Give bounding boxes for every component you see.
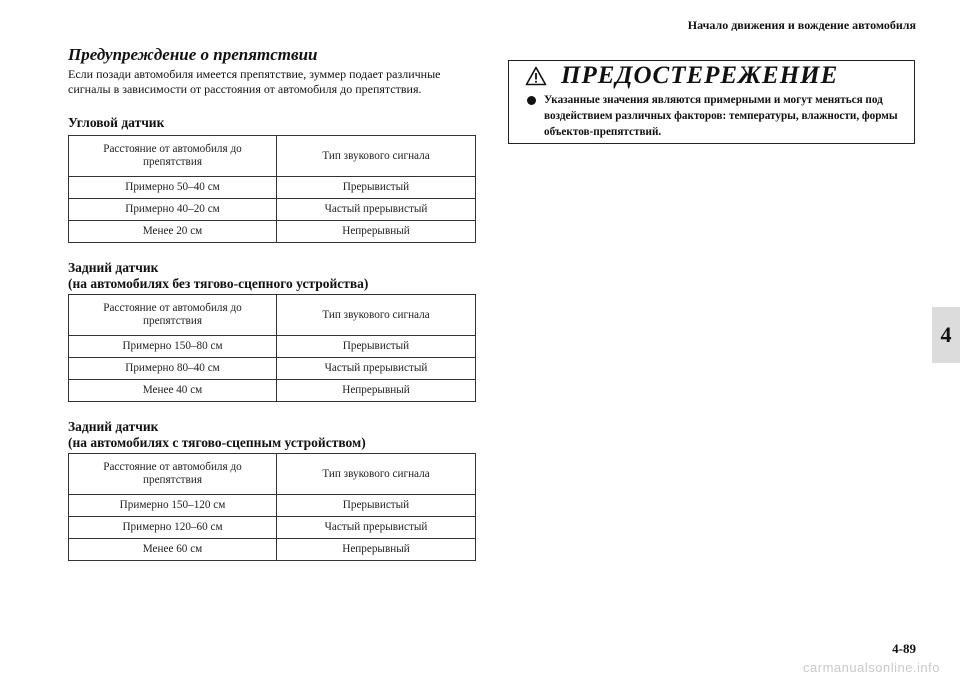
section-title: Предупреждение о препятствии [68, 45, 318, 64]
header-cell-signal: Тип звукового сигнала [277, 295, 476, 336]
distance-cell: Менее 60 см [69, 539, 277, 561]
table-block-rear-no-tow [68, 260, 478, 402]
signal-cell: Непрерывный [277, 539, 476, 561]
distance-cell: Менее 40 см [69, 380, 277, 402]
sensor-table [68, 135, 476, 243]
table-heading: Задний датчик [68, 260, 159, 275]
running-header: Начало движения и вождение автомобиля [687, 18, 916, 32]
distance-cell: Менее 20 см [69, 221, 277, 243]
warning-title: ПРЕДОСТЕРЕЖЕНИЕ [561, 62, 839, 89]
distance-cell: Примерно 80–40 см [69, 358, 277, 380]
header-cell-distance: Расстояние от автомобиля до препятствия [69, 454, 277, 495]
table-row [69, 517, 476, 539]
watermark: carmanualsonline.info [803, 660, 940, 675]
bullet-icon [527, 96, 536, 105]
table-row [69, 177, 476, 199]
signal-cell: Частый прерывистый [277, 517, 476, 539]
chapter-tab: 4 [932, 307, 960, 363]
table-row [69, 358, 476, 380]
signal-cell: Прерывистый [277, 336, 476, 358]
table-header-row [69, 454, 476, 495]
warning-body [509, 92, 914, 140]
header-cell-distance: Расстояние от автомобиля до препятствия [69, 136, 277, 177]
page-number: 4-89 [892, 641, 916, 656]
sensor-table [68, 453, 476, 561]
table-row [69, 495, 476, 517]
warning-box [508, 60, 915, 144]
table-block-rear-tow [68, 419, 478, 561]
table-row [69, 221, 476, 243]
warning-header [509, 61, 914, 91]
signal-cell: Непрерывный [277, 221, 476, 243]
signal-cell: Частый прерывистый [277, 358, 476, 380]
table-row [69, 539, 476, 561]
distance-cell: Примерно 150–80 см [69, 336, 277, 358]
distance-cell: Примерно 40–20 см [69, 199, 277, 221]
table-header-row [69, 136, 476, 177]
header-cell-signal: Тип звукового сигнала [277, 136, 476, 177]
warning-text: Указанные значения являются примерными и могут меняться под воздействием различных факторов: температуры, влажности, формы объектов-препятствий. [544, 94, 898, 138]
intro-paragraph: Если позади автомобиля имеется препятствие, зуммер подает различные сигналы в зависимости от расстояния от автомобиля до препятствия. [68, 67, 441, 96]
table-subheading: (на автомобилях без тягово-сцепного устройства) [68, 276, 369, 291]
header-cell-distance: Расстояние от автомобиля до препятствия [69, 295, 277, 336]
header-cell-signal: Тип звукового сигнала [277, 454, 476, 495]
distance-cell: Примерно 120–60 см [69, 517, 277, 539]
distance-cell: Примерно 50–40 см [69, 177, 277, 199]
table-heading: Задний датчик [68, 419, 159, 434]
table-row [69, 199, 476, 221]
table-subheading: (на автомобилях с тягово-сцепным устройством) [68, 435, 366, 450]
table-header-row [69, 295, 476, 336]
signal-cell: Непрерывный [277, 380, 476, 402]
table-heading: Угловой датчик [68, 115, 165, 130]
signal-cell: Частый прерывистый [277, 199, 476, 221]
distance-cell: Примерно 150–120 см [69, 495, 277, 517]
table-block-corner [68, 115, 478, 243]
table-row [69, 380, 476, 402]
warning-triangle-icon [525, 66, 547, 86]
left-column [68, 45, 478, 561]
signal-cell: Прерывистый [277, 495, 476, 517]
signal-cell: Прерывистый [277, 177, 476, 199]
sensor-table [68, 294, 476, 402]
table-row [69, 336, 476, 358]
